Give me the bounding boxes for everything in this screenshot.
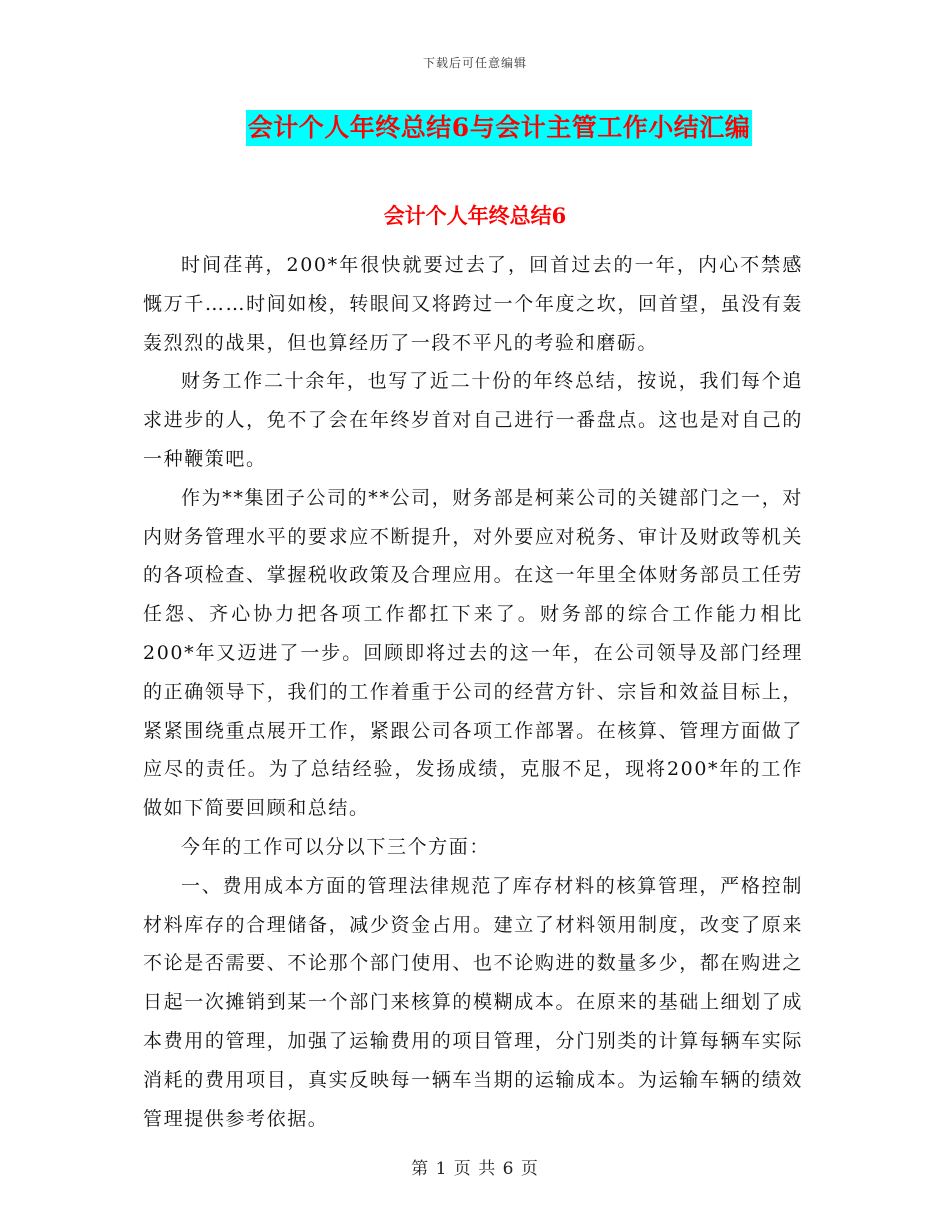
header-note: 下载后可任意编辑 bbox=[422, 56, 527, 70]
paragraph: 一、费用成本方面的管理法律规范了库存材料的核算管理，严格控制材料库存的合理储备，减少资金占用。建立了材料领用制度，改变了原来不论是否需要、不论那个部门使用、也不论购进的数量多少，都在购进之日起一次摊销到某一个部门来核算的模糊成本。在原来的基础上细划了成本费用的管理，加强了运输费用的项目管理，分门别类的计算每辆车实际消耗的费用项目，真实反映每一辆车当期的运输成本。为运输车辆的绩效管理提供参考依据。 bbox=[143, 874, 803, 1130]
page-number: 第 1 页 共 6 页 bbox=[411, 1159, 539, 1179]
document-body bbox=[143, 246, 803, 1138]
section-title: 会计个人年终总结6 bbox=[383, 203, 567, 228]
paragraph: 作为**集团子公司的**公司，财务部是柯莱公司的关键部门之一，对内财务管理水平的要求应不断提升，对外要应对税务、审计及财政等机关的各项检查、掌握税收政策及合理应用。在这一年里全体财务部员工任劳任怨、齐心协力把各项工作都扛下来了。财务部的综合工作能力相比200*年又迈进了一步。回顾即将过去的这一年，在公司领导及部门经理的正确领导下，我们的工作着重于公司的经营方针、宗旨和效益目标上，紧紧围绕重点展开工作，紧跟公司各项工作部署。在核算、管理方面做了应尽的责任。为了总结经验，发扬成绩，克服不足，现将200*年的工作做如下简要回顾和总结。 bbox=[143, 486, 803, 820]
document-title-container bbox=[0, 110, 950, 146]
paragraph: 今年的工作可以分以下三个方面： bbox=[181, 835, 491, 858]
paragraph: 时间荏苒，200*年很快就要过去了，回首过去的一年，内心不禁感慨万千……时间如梭，转眼间又将跨过一个年度之坎，回首望，虽没有轰轰烈烈的战果，但也算经历了一段不平凡的考验和磨砺。 bbox=[143, 254, 803, 354]
paragraph: 财务工作二十余年，也写了近二十份的年终总结，按说，我们每个追求进步的人，免不了会在年终岁首对自己进行一番盘点。这也是对自己的一种鞭策吧。 bbox=[143, 370, 803, 470]
document-title: 会计个人年终总结6与会计主管工作小结汇编 bbox=[246, 110, 752, 146]
